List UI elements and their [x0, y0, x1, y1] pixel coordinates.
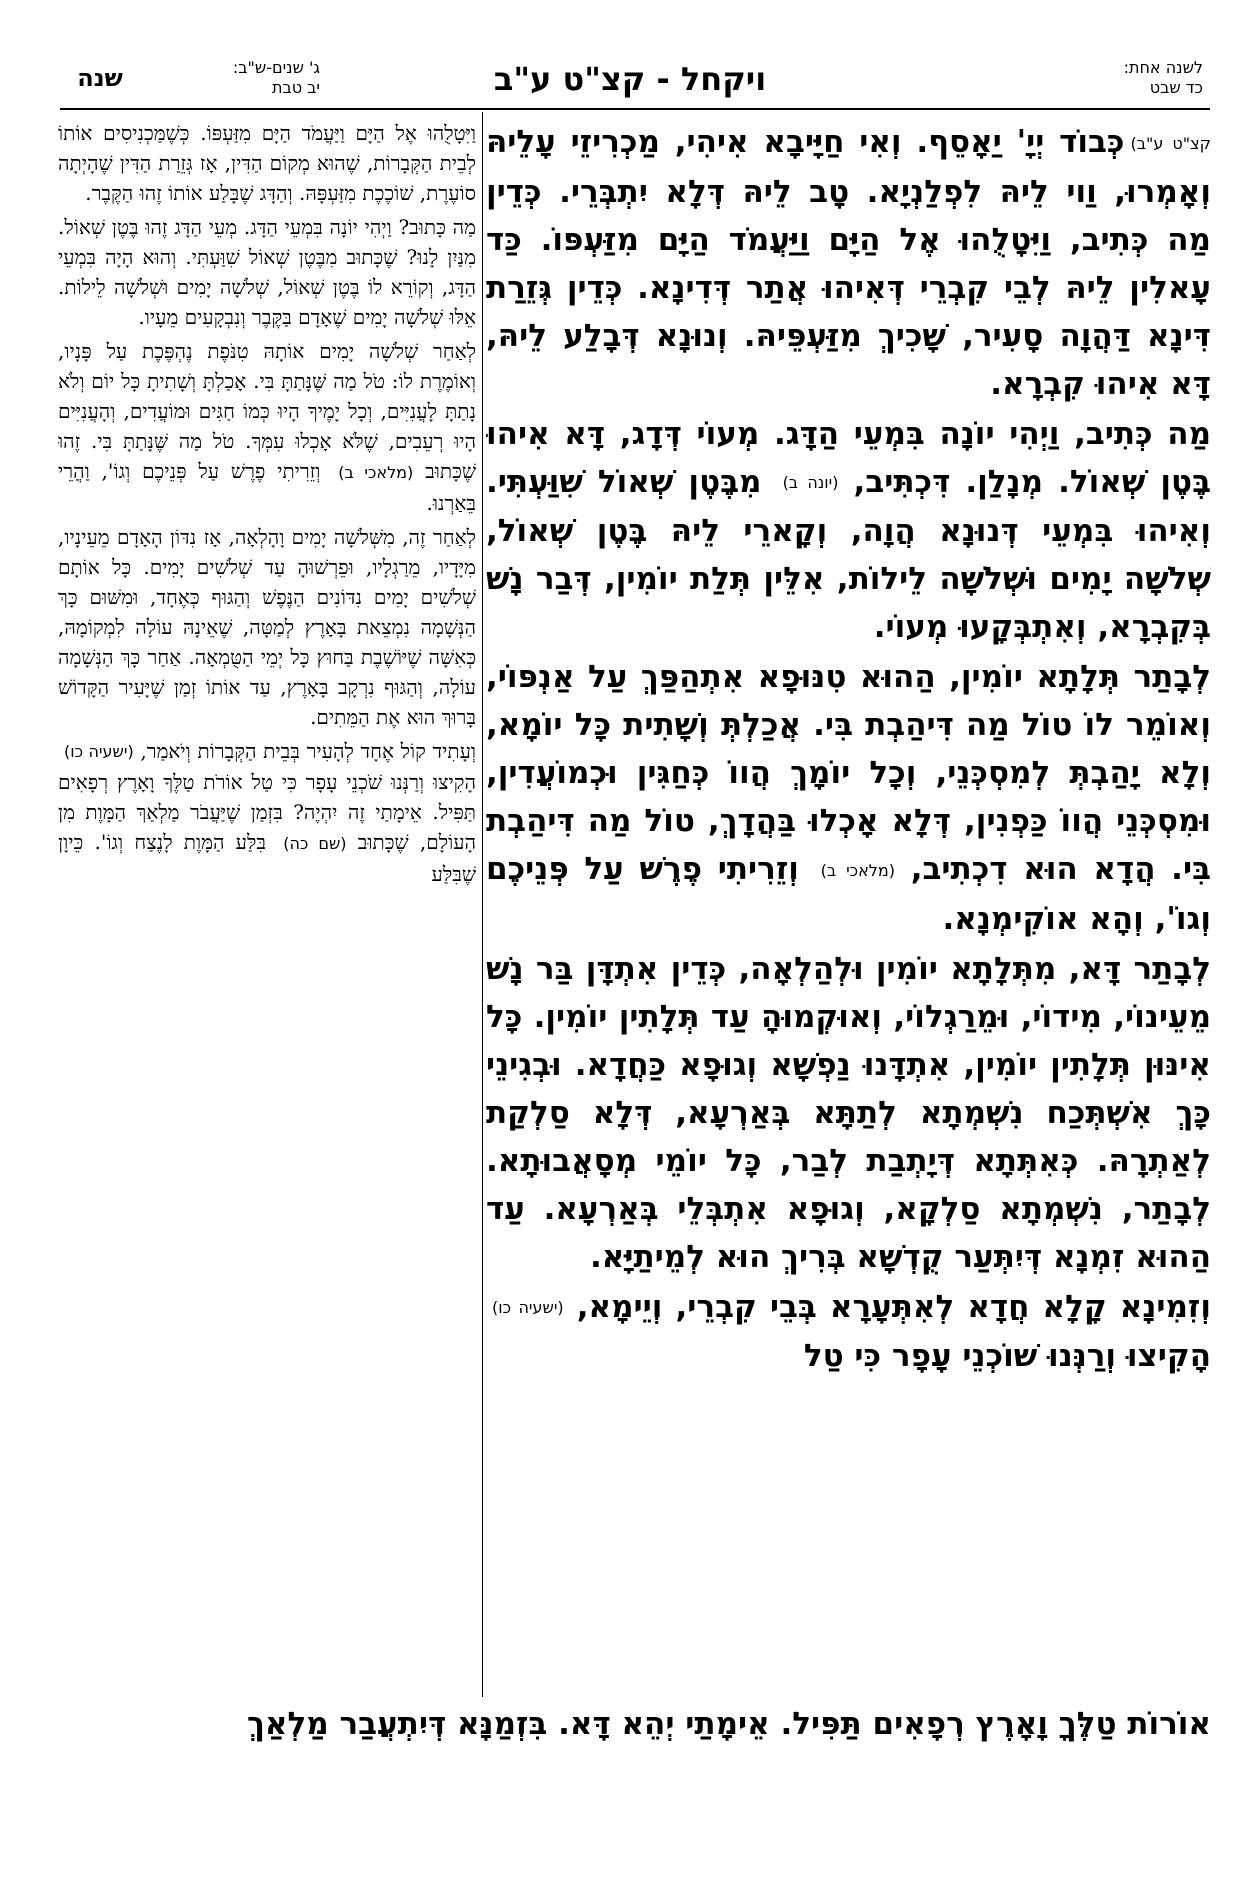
- side-paragraph: [58, 336, 476, 518]
- header-rule: [60, 108, 1210, 110]
- side-paragraph: [58, 118, 476, 208]
- main-paragraph: [486, 410, 1211, 652]
- side-paragraph: [58, 736, 476, 889]
- source-reference: (יונה ב): [782, 473, 839, 492]
- main-text-column: [486, 118, 1211, 1678]
- main-text: הָקִיצוּ וְרַנְּנוּ שׁוֹכְנֵי עָפָר כִּי טַל: [803, 1338, 1211, 1374]
- side-text: הָקִיצוּ וְרַנְּנוּ שֹׁכְנֵי עָפָר כִּי טַל אוֹרֹת טַלֶּךָ וָאָרֶץ רְפָאִים תַּפִּיל. אֵימָתַי זֶה יִהְיֶה? בִּזְמַן שֶׁיַּעֲבֹר מַלְאַךְ הַמָּוֶת מִן הָעוֹלָם, שֶׁכָּתוּב: [58, 770, 476, 854]
- main-paragraph: [486, 945, 1211, 1281]
- side-paragraph: [58, 522, 476, 732]
- column-divider: [482, 112, 483, 1697]
- header-left-big: שנה: [77, 64, 123, 92]
- header-left-line1: ג' שנים-ש"ב:: [232, 58, 320, 77]
- source-reference: (מלאכי ב): [338, 462, 414, 482]
- side-text: בִּלַּע הַמָּוֶת לָנֶצַח וְגוֹ'. כֵּיוָן שֶׁבִּלַּע: [58, 830, 476, 886]
- main-text: וְזֵרִיתִי פֶרֶשׁ עַל פְּנֵיכֶם וְגוֹ', וְהָא אוֹקִימְנָא.: [486, 851, 1211, 937]
- source-reference: (ישעיה כו): [64, 742, 134, 761]
- side-text: וְעָתִיד קוֹל אֶחָד לְהָעִיר בְּבֵית הַקְּבָרוֹת וְיֹאמַר,: [140, 738, 476, 763]
- main-text: מִבֶּטֶן שְׁאוֹל שִׁוַּעְתִּי. וְאִיהוּ בִּמְעֵי דְּנוּנָא הֲוָה, וְקָארֵי לֵיהּ בֶּטֶן שְׁאוֹל, שְׁלֹשָׁה יָמִים וּשְׁלֹשָׁה לֵילוֹת, אִלֵּין תְּלַת יוֹמִין, דְּבַר נָשׁ בְּקִבְרָא, וְאִתְבְּקָעוּ מְעוֹי.: [486, 463, 1211, 645]
- main-text: כְּבוֹד יְיָ' יַאָסֵף. וְאִי חַיָּיבָא אִיהִי, מַכְרִיזֵי עָלֵיהּ וְאָמְרוּ, וַוי לֵיהּ לִפְלַנְיָא. טָב לֵיהּ דְּלָא יִתְבְּרֵי. כְּדֵין מַה כְּתִיב, וַיִּטָלֻהוּ אֶל הַיָּם וַיַּעֲמֹד הַיָּם מִזַּעְפּוֹ. כַּד עָאלִין לֵיהּ לְבֵי קִבְרֵי דְּאִיהוּ אֲתַר דְּדִינָא. כְּדֵין גְּזֵרַת דִּינָא דַּהֲוָה סָעִיר, שָׁכִיךְ מִזַּעְפֵּיהּ. וְנוּנָא דְּבָלַע לֵיהּ, דָּא אִיהוּ קִבְרָא.: [486, 124, 1211, 402]
- side-text: מַה כָּתוּב? וַיְהִי יוֹנָה בִּמְעֵי הַדָּג. מְעֵי הַדָּג זֶהוּ בֶּטֶן שְׁאוֹל. מִנַּיִן לָנוּ? שֶׁכָּתוּב מִבֶּטֶן שְׁאוֹל שִׁוַּעְתִּי. וְהוּא הָיָה בִּמְעֵי הַדָּג, וְקוֹרֵא לוֹ בֶּטֶן שְׁאוֹל, שְׁלֹשָׁה יָמִים וּשְׁלֹשָׁה לֵילוֹת. אֵלּוּ שְׁלֹשָׁה יָמִים שֶׁאָדָם בַּקֶּבֶר וְנִבְקָעִים מֵעָיו.: [58, 215, 476, 329]
- main-paragraph: [486, 118, 1211, 408]
- side-text: לְאַחַר זֶה, מִשְּׁלֹשָׁה יָמִים וָהָלְאָה, אָז נִדּוֹן הָאָדָם מֵעֵינָיו, מִיָּדָיו, מֵרַגְלָיו, וּפֵרְשׁוּהָ עַד שְׁלֹשִׁים יָמִים. כָּל אוֹתָם שְׁלֹשִׁים יָמִים נִדּוֹנִים הַנֶּפֶשׁ וְהַגּוּף כְּאֶחָד, וּמִשּׁוּם כָּךְ הַנְּשָׁמָה נִמְצֵאת בָּאָרֶץ לְמַטָּה, שֶׁאֵינָהּ עוֹלָה לִמְקוֹמָהּ, כְּאִשָּׁה שֶׁיּוֹשֶׁבֶת בַּחוּץ כָּל יְמֵי הַטֻּמְאָה. אַחַר כָּךְ הַנְּשָׁמָה עוֹלָה, וְהַגּוּף נִרְקָב בָּאָרֶץ, עַד אוֹתוֹ זְמַן שֶׁיָּעִיר הַקָּדוֹשׁ בָּרוּךְ הוּא אֶת הַמֵּתִים.: [58, 524, 476, 729]
- header-right: [1043, 58, 1203, 98]
- side-text: וַיִּטָלֻהוּ אֶל הַיָּם וַיַּעֲמֹד הַיָּם מִזַּעְפּוֹ. כְּשֶׁמַּכְנִיסִים אוֹתוֹ לְבֵית הַקְּבָרוֹת, שֶׁהוּא מְקוֹם הַדִּין, אָז גְּזֵרַת הַדִּין שֶׁהָיְתָה סוֹעֶרֶת, שׁוֹכֶכֶת מִזַּעְפָּהּ. וְהַדָּג שֶׁבָּלַע אוֹתוֹ זֶהוּ הַקֶּבֶר.: [58, 121, 476, 205]
- main-paragraph: [486, 1283, 1211, 1381]
- translation-column: [58, 118, 476, 1678]
- header-left: [150, 58, 320, 98]
- side-text: לְאַחַר שְׁלֹשָׁה יָמִים אוֹתָהּ טִנֹּפֶת נֶהְפֶּכֶת עַל פָּנָיו, וְאוֹמֶרֶת לוֹ: טֹל מַה שֶּׁנָּתַתָּ בִּי. אָכַלְתָּ וְשָׁתִיתָ כָּל יוֹם וְלֹא נָתַתָּ לָעֲנִיִּים, וְכָל יָמֶיךָ הָיוּ כְּמוֹ חַגִּים וּמוֹעֲדִים, וְהָעֲנִיִּים הָיוּ רְעֵבִים, שֶׁלֹּא אָכְלוּ עִמְּךָ. טֹל מַה שֶּׁנָּתַתָּ בִּי. זֶהוּ שֶׁכָּתוּב: [58, 339, 476, 483]
- source-reference: קצ"ט ע"ב): [1130, 133, 1211, 153]
- source-reference: (שם כה): [283, 833, 347, 853]
- main-text: לְבָתַר דָּא, מִתְּלָתָא יוֹמִין וּלְהַלְאָה, כְּדֵין אִתְדָּן בַּר נָשׁ מֵעֵינוֹי, מִידוֹי, וּמֵרַגְלוֹי, וְאוּקְמוּהָ עַד תְּלָתִין יוֹמִין. כָּל אִינּוּן תְּלָתִין יוֹמִין, אִתְדָּנוּ נַפְשָׁא וְגוּפָא כַּחֲדָא. וּבְגִינֵי כָּךְ אִשְׁתְּכַח נִשְׁמְתָא לְתַתָּא בְּאַרְעָא, דְּלָא סַלְקַת לְאַתְרָהּ. כְּאִתְּתָא דְּיָתְבַת לְבַר, כָּל יוֹמֵי מְסָאֲבוּתָא. לְבָתַר, נִשְׁמְתָא סַלְקָא, וְגוּפָא אִתְבְּלֵי בְּאַרְעָא. עַד הַהוּא זִמְנָא דְּיִתְּעַר קֻדְשָׁא בְּרִיךְ הוּא לְמֵיתַיָּא.: [486, 950, 1211, 1275]
- header-right-line1: לשנה אחת:: [1123, 58, 1203, 77]
- main-text: וְזִמִינָא קָלָא חֲדָא לְאִתְּעָרָא בְּבֵי קִבְרֵי, וְיֵימָא,: [576, 1288, 1211, 1325]
- header-right-line2: כד שבט: [1149, 78, 1203, 97]
- source-reference: (ישעיה כו): [492, 1298, 564, 1317]
- bottom-line: אוֹרוֹת טַלֶּךָ וָאָרֶץ רְפָאִים תַּפִּיל. אֵימָתַי יְהֵא דָּא. בִּזְמַנָּא דְּיִתְעֲבַר מַלְאַךְ: [247, 1706, 1211, 1742]
- side-text: וְזֵרִיתִי פֶרֶשׁ עַל פְּנֵיכֶם וְגוֹ', וַהֲרֵי בֵּאַרְנוּ.: [58, 459, 476, 515]
- header-left-line2: יב טבת: [271, 78, 320, 97]
- page-title: ויקחל - קצ"ט ע"ב: [493, 60, 767, 98]
- source-reference: (מלאכי ב): [820, 860, 896, 880]
- side-paragraph: [58, 212, 476, 332]
- main-text: לְבָתַר תְּלָתָא יוֹמִין, הַהוּא טִנּוּפָא אִתְהַפַּךְ עַל אַנְפּוֹי, וְאוֹמֵר לוֹ טוֹל מַה דִּיהַבְת בִּי. אֲכַלְתְּ וְשָׁתִית כָּל יוֹמָא, וְלָא יָהַבְתְּ לְמִסְכְּנֵי, וְכָל יוֹמָךְ הֲווֹ כְּחַגִּין וּכְמוֹעֲדִין, וּמִסְכְּנֵי הֲווֹ כַּפְנִין, דְּלָא אָכְלוּ בַּהֲדָךְ, טוֹל מַה דִּיהַבְת בִּי. הֲדָא הוּא דִכְתִיב,: [486, 659, 1211, 887]
- main-paragraph: [486, 653, 1211, 943]
- main-text: מַה כְּתִיב, וַיְהִי יוֹנָה בִּמְעֵי הַדָּג. מְעוֹי דְּדָג, דָּא אִיהוּ בֶּטֶן שְׁאוֹל. מְנָלַן. דִּכְתִּיב,: [486, 415, 1211, 500]
